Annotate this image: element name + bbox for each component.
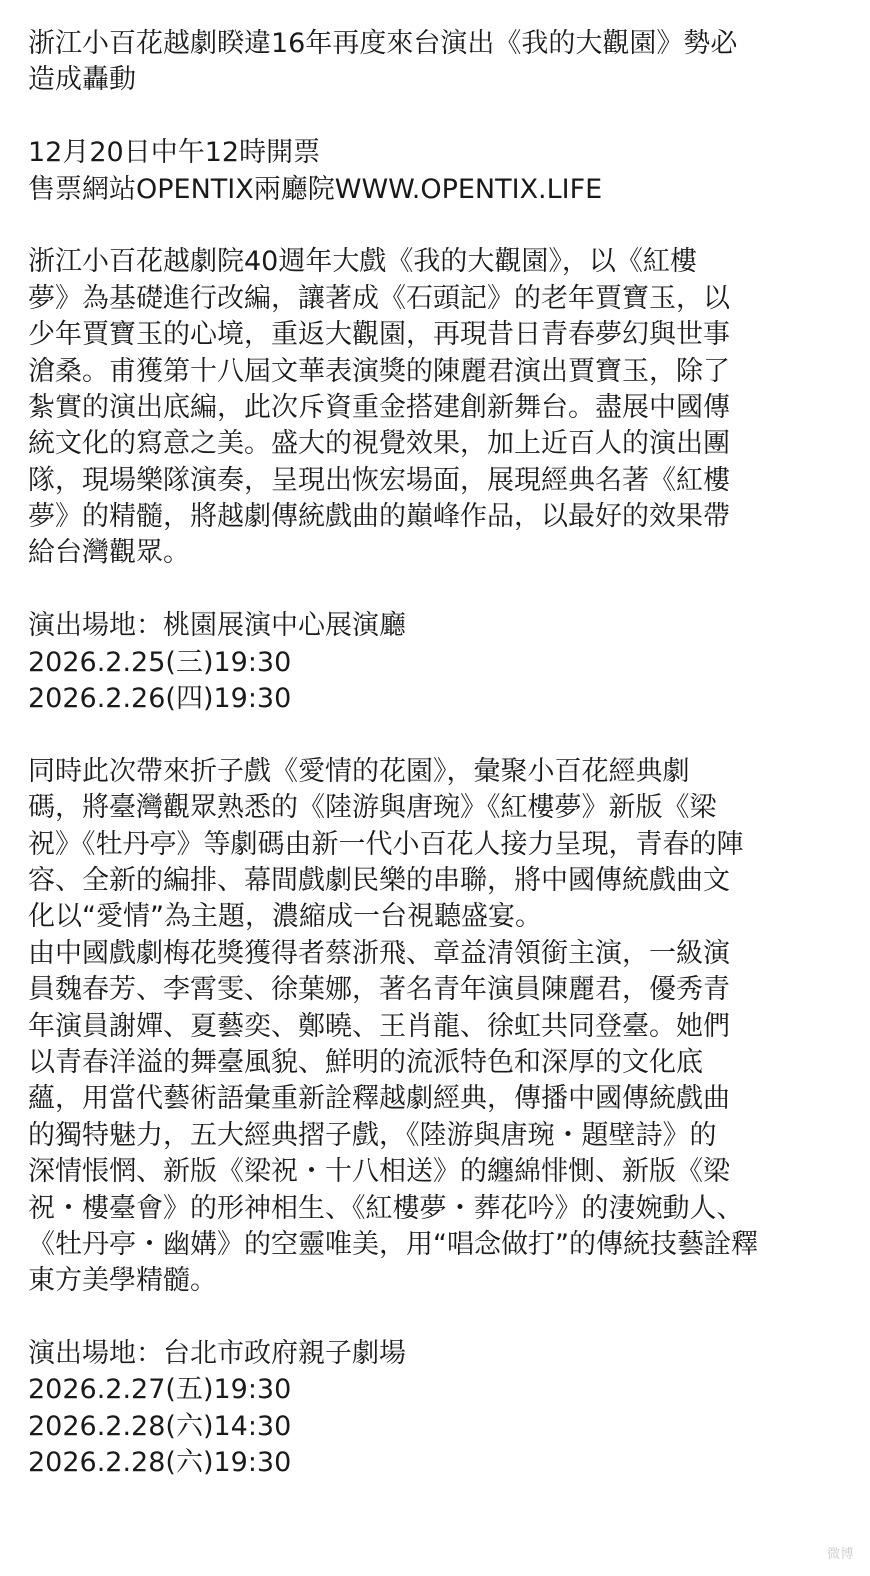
second-section-line: 員魏春芳、李霄雯、徐葉娜，著名青年演員陳麗君，優秀青 [28, 974, 730, 1006]
post-body-text [28, 26, 848, 1482]
intro-line: 紮實的演出底編，此次斥資重金搭建創新舞台。盡展中國傳 [28, 391, 730, 423]
second-section-line: 蘊，用當代藝術語彙重新詮釋越劇經典，傳播中國傳統戲曲 [28, 1083, 730, 1115]
second-section-line: 東方美學精髓。 [28, 1265, 217, 1297]
second-section-line: 的獨特魅力，五大經典摺子戲，《陸游與唐琬・題壁詩》的 [28, 1119, 717, 1151]
venue-label: 演出場地：台北市政府親子劇場 [28, 1338, 406, 1370]
intro-line: 統文化的寫意之美。盛大的視覺效果，加上近百人的演出團 [28, 428, 730, 460]
headline-line: 造成轟動 [28, 64, 136, 96]
headline-line: 浙江小百花越劇睽違16年再度來台演出《我的大觀園》勢必 [28, 28, 738, 59]
blank-line [28, 208, 848, 244]
second-section-line: 祝・樓臺會》的形神相生、《紅樓夢・葬花吟》的淒婉動人、 [28, 1192, 744, 1224]
blank-line [28, 572, 848, 608]
second-section-line: 深情悵惘、新版《梁祝・十八相送》的纏綿悱惻、新版《梁 [28, 1156, 730, 1188]
blank-line [28, 717, 848, 753]
second-section-line: 同時此次帶來折子戲《愛情的花園》，彙聚小百花經典劇 [28, 755, 690, 787]
ticketing-line: 12月20日中午12時開票 [28, 137, 321, 169]
intro-line: 夢》的精髓，將越劇傳統戲曲的巔峰作品，以最好的效果帶 [28, 501, 730, 533]
blank-line [28, 99, 848, 135]
intro-line: 少年賈寶玉的心境，重返大觀園，再現昔日青春夢幻與世事 [28, 319, 730, 351]
second-section-line: 以青春洋溢的舞臺風貌、鮮明的流派特色和深厚的文化底 [28, 1046, 703, 1078]
intro-line: 隊，現場樂隊演奏，呈現出恢宏場面，展現經典名著《紅樓 [28, 464, 730, 496]
blank-line [28, 1300, 848, 1336]
second-section-line: 《牡丹亭・幽媾》的空靈唯美，用“唱念做打”的傳統技藝詮釋 [28, 1228, 758, 1260]
second-section-line: 容、全新的編排、幕間戲劇民樂的串聯，將中國傳統戲曲文 [28, 864, 730, 896]
venue-label: 演出場地：桃園展演中心展演廳 [28, 610, 406, 642]
watermark: 微博 [826, 1547, 854, 1562]
second-section-line: 由中國戲劇梅花獎獲得者蔡浙飛、章益清領銜主演，一級演 [28, 937, 730, 969]
intro-line: 夢》為基礎進行改編，讓著成《石頭記》的老年賈寶玉，以 [28, 282, 730, 314]
intro-line: 滄桑。甫獲第十八屆文華表演獎的陳麗君演出賈寶玉，除了 [28, 355, 730, 387]
intro-line: 浙江小百花越劇院40週年大戲《我的大觀園》，以《紅樓 [28, 246, 697, 278]
intro-line: 給台灣觀眾。 [28, 537, 190, 569]
show-date: 2026.2.28(六)19:30 [28, 1447, 292, 1479]
show-date: 2026.2.27(五)19:30 [28, 1374, 292, 1406]
show-date: 2026.2.26(四)19:30 [28, 683, 292, 715]
second-section-line: 化以“愛情”為主題，濃縮成一台視聽盛宴。 [28, 901, 542, 933]
ticketing-line: 售票網站OPENTIX兩廳院WWW.OPENTIX.LIFE [28, 173, 603, 205]
second-section-line: 碼，將臺灣觀眾熟悉的《陸游與唐琬》《紅樓夢》新版《梁 [28, 792, 717, 824]
second-section-line: 年演員謝嬋、夏藝奕、鄭曉、王肖龍、徐虹共同登臺。她們 [28, 1010, 730, 1042]
show-date: 2026.2.25(三)19:30 [28, 646, 292, 678]
show-date: 2026.2.28(六)14:30 [28, 1410, 292, 1442]
second-section-line: 祝》《牡丹亭》等劇碼由新一代小百花人接力呈現，青春的陣 [28, 828, 744, 860]
